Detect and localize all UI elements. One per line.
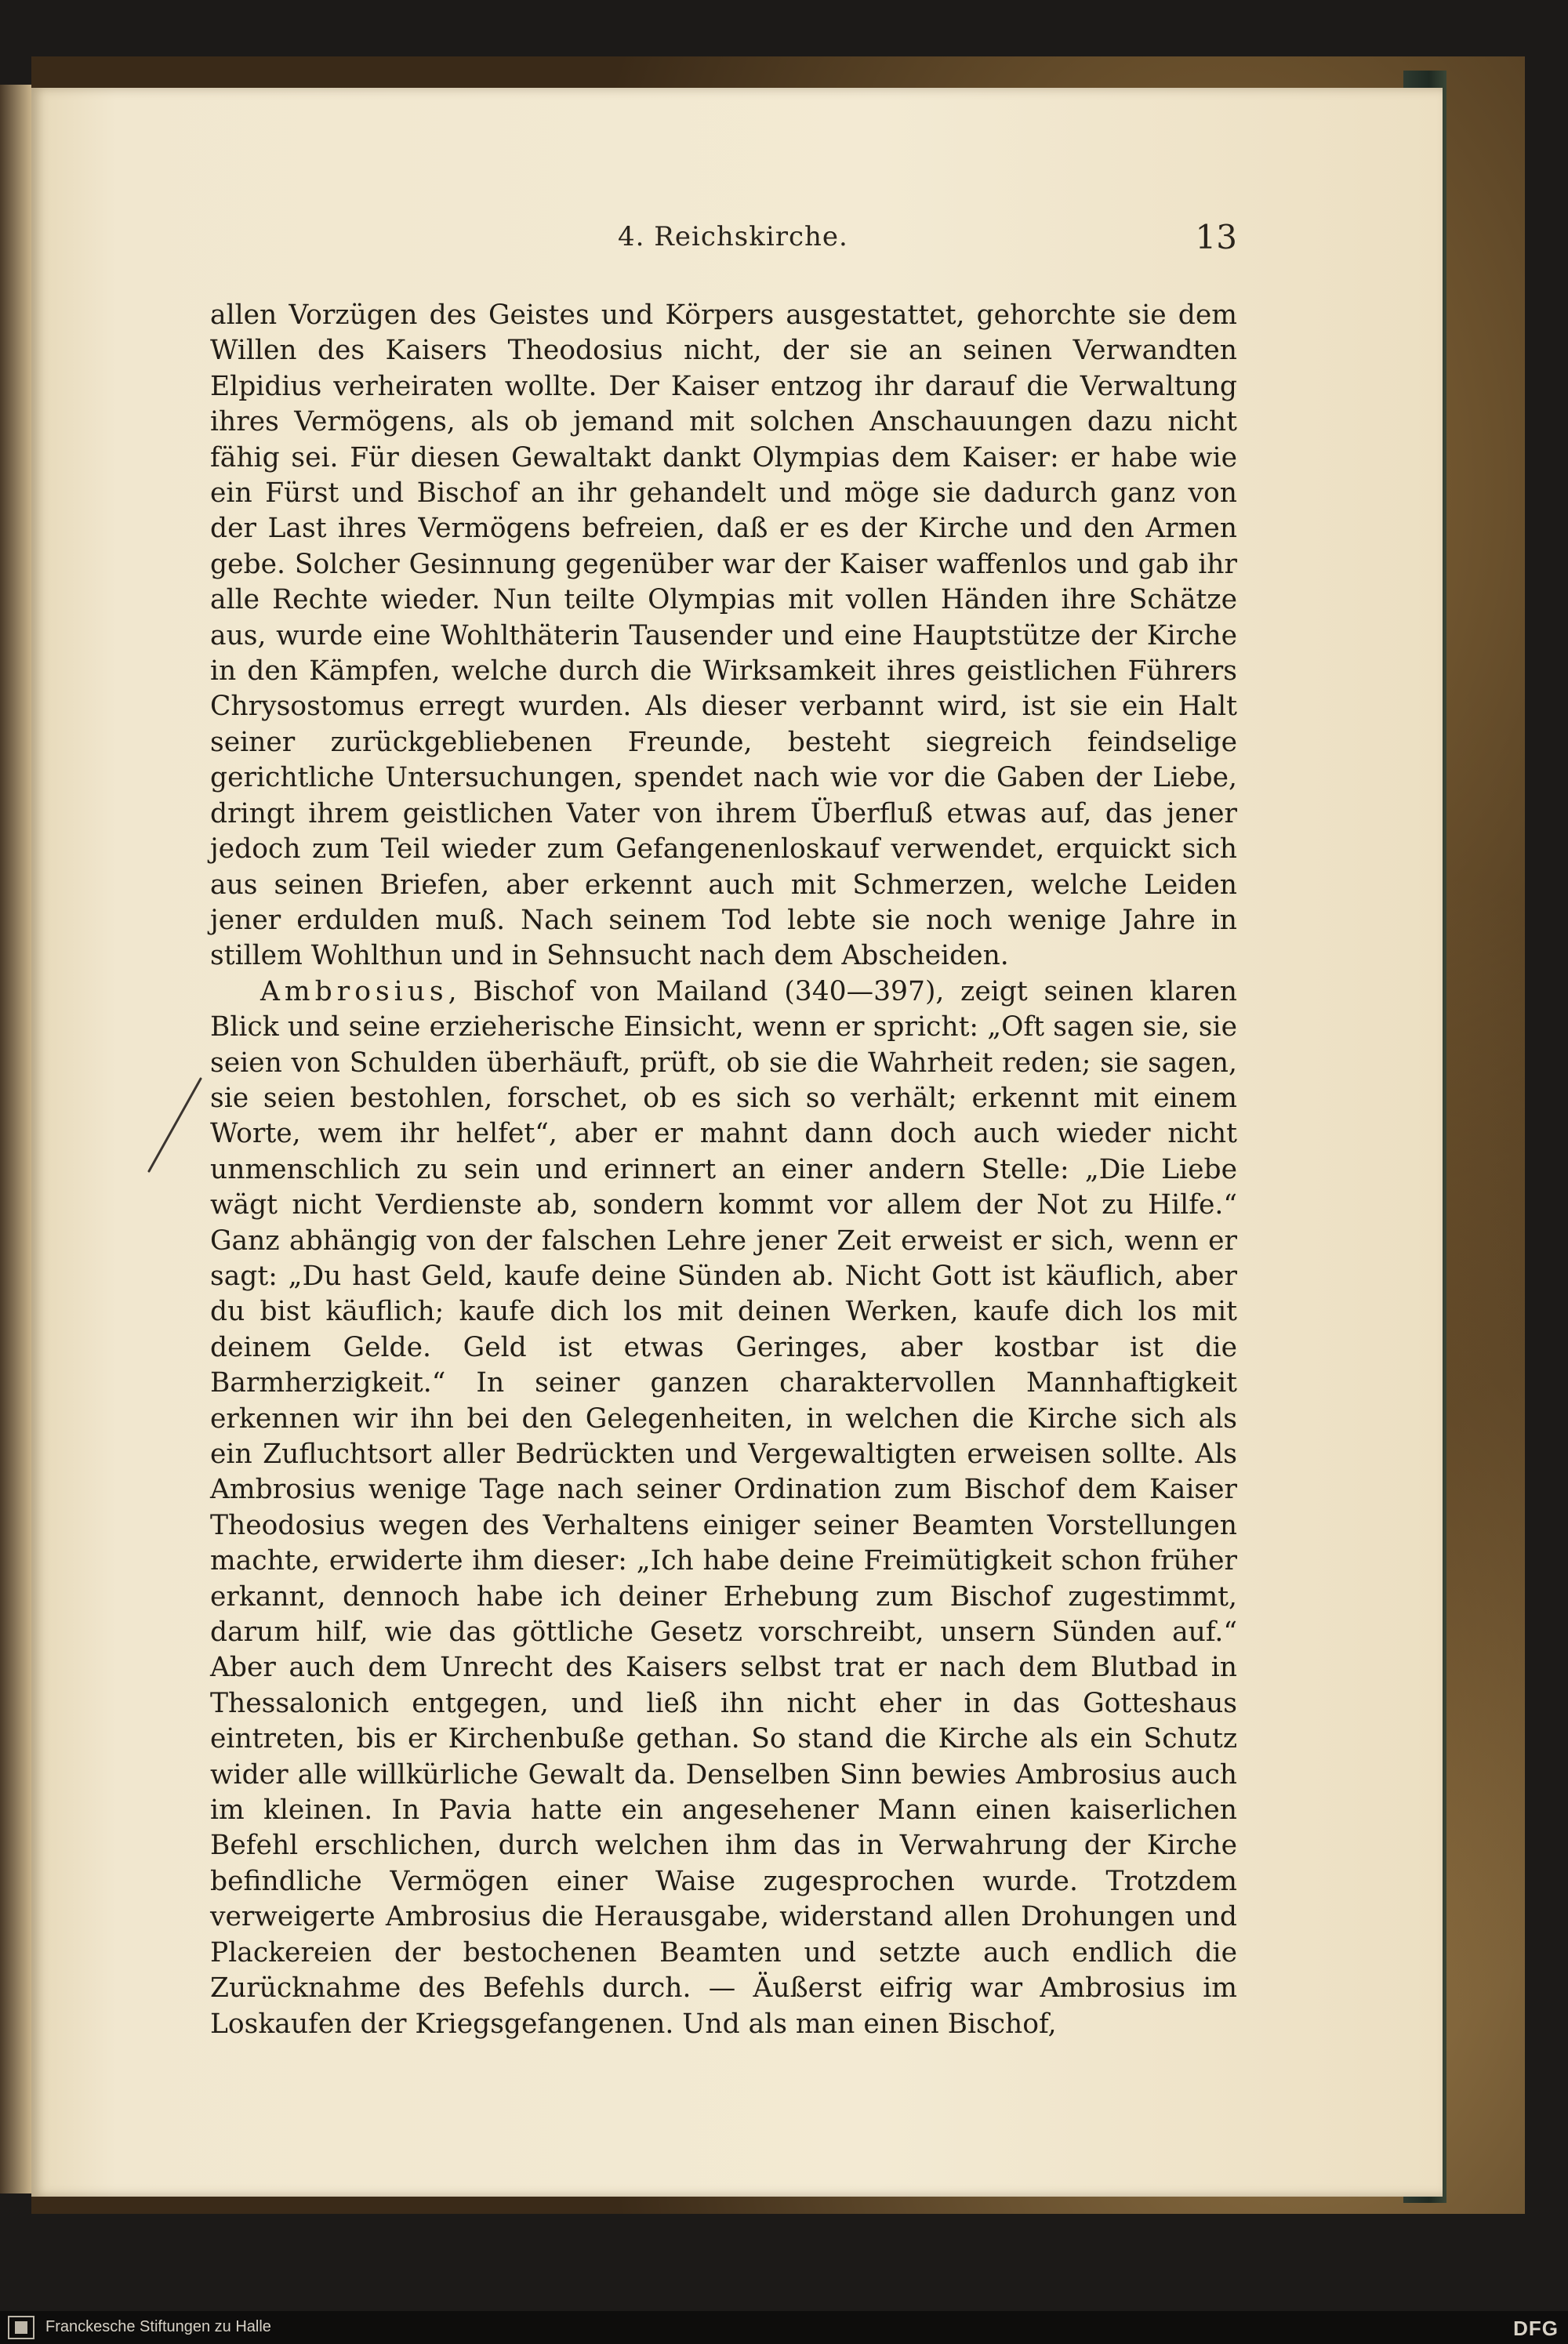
previous-page-edge [0,85,31,2193]
institution-logo-icon [8,2316,34,2339]
pencil-mark [140,1074,210,1176]
body-text [210,298,1237,2042]
ambrosius-text: , Bischof von Mailand (340—397), zeigt seinen klaren Blick und seine erzieherische Einsicht, wenn er spricht: „Oft sagen sie, sie seien von Schulden überhäuft, prüft, ob sie die Wahrheit reden; sie sagen, sie seien bestohlen, forschet, ob es sich so verhält; erkennt mit einem Worte, wem ihr helfet“, aber er mahnt dann doch auch wieder nicht unmenschlich zu sein und erinnert an einer andern Stelle: „Die Liebe wägt nicht Verdienste ab, sondern kommt vor allem der Not zu Hilfe.“ Ganz abhängig von der falschen Lehre jener Zeit erweist er sich, wenn er sagt: „Du hast Geld, kaufe deine Sünden ab. Nicht Gott ist käuflich, aber du bist käuflich; kaufe dich los mit deinen Werken, kaufe dich los mit deinem Gelde. Geld ist etwas Geringes, aber kostbar ist die Barmherzigkeit.“ In seiner ganzen charaktervollen Mannhaftigkeit erkennen wir ihn bei den Gelegenheiten, in welchen die Kirche sich als ein Zufluchtsort aller Bedrückten und Vergewaltigten erweisen sollte. Als Ambrosius wenige Tage nach seiner Ordination zum Bischof dem Kaiser Theodosius wegen des Verhaltens einiger seiner Beamten Vorstellungen machte, erwiderte ihm dieser: „Ich habe deine Freimütigkeit schon früher erkannt, dennoch habe ich deiner Erhebung zum Bischof zugestimmt, darum hilf, wie das göttliche Gesetz vorschreibt, unsern Sünden auf.“ Aber auch dem Unrecht des Kaisers selbst trat er nach dem Blutbad in Thessalonich entgegen, und ließ ihn nicht eher in das Gotteshaus eintreten, bis er Kirchenbuße gethan. So stand die Kirche als ein Schutz wider alle willkürliche Gewalt da. Denselben Sinn bewies Ambrosius auch im kleinen. In Pavia hatte ein angesehener Mann einen kaiserlichen Befehl erschlichen, durch welchen ihm das in Verwahrung der Kirche befindliche Vermögen einer Waise zugesprochen wurde. Trotzdem verweigerte Ambrosius die Herausgabe, widerstand allen Drohungen und Plackereien der bestochenen Beamten und setzte auch endlich die Zurücknahme des Befehls durch. — Äußerst eifrig war Ambrosius im Loskaufen der Kriegsgefangenen. Und als man einen Bischof, [210,975,1237,2040]
running-head: 4. Reichskirche. [618,221,848,252]
footer-bar [0,2311,1568,2344]
paragraph-olympias: allen Vorzügen des Geistes und Körpers ausgestattet, gehorchte sie dem Willen des Kaisers Theodosius nicht, der sie an seinen Verwandten Elpidius verheiraten wollte. Der Kaiser entzog ihr darauf die Verwaltung ihres Vermögens, als ob jemand mit solchen Anschauungen dazu nicht fähig sei. Für diesen Gewaltakt dankt Olympias dem Kaiser: er habe wie ein Fürst und Bischof an ihr gehandelt und möge sie dadurch ganz von der Last ihres Vermögens befreien, daß er es der Kirche und den Armen gebe. Solcher Gesinnung gegenüber war der Kaiser waffenlos und gab ihr alle Rechte wieder. Nun teilte Olympias mit vollen Händen ihre Schätze aus, wurde eine Wohlthäterin Tausender und eine Hauptstütze der Kirche in den Kämpfen, welche durch die Wirksamkeit ihres geistlichen Führers Chrysostomus erregt wurden. Als dieser verbannt wird, ist sie ein Halt seiner zurückgebliebenen Freunde, besteht siegreich feindselige gerichtliche Untersuchungen, spendet nach wie vor die Gaben der Liebe, dringt ihrem geistlichen Vater von ihrem Überfluß etwas auf, das jener jedoch zum Teil wieder zum Gefangenenloskauf verwendet, erquickt sich aus seinen Briefen, aber erkennt auch mit Schmerzen, welche Leiden jener erdulden muß. Nach seinem Tod lebte sie noch wenige Jahre in stillem Wohlthun und in Sehnsucht nach dem Abscheiden. [210,299,1237,972]
dfg-logo: DFG [1513,2317,1559,2340]
page-header [210,218,1237,260]
institution-name: Franckesche Stiftungen zu Halle [45,2318,271,2335]
ambrosius-name: Ambrosius [260,975,448,1007]
paragraph-ambrosius [210,974,1237,2042]
page-number: 13 [1195,218,1237,256]
